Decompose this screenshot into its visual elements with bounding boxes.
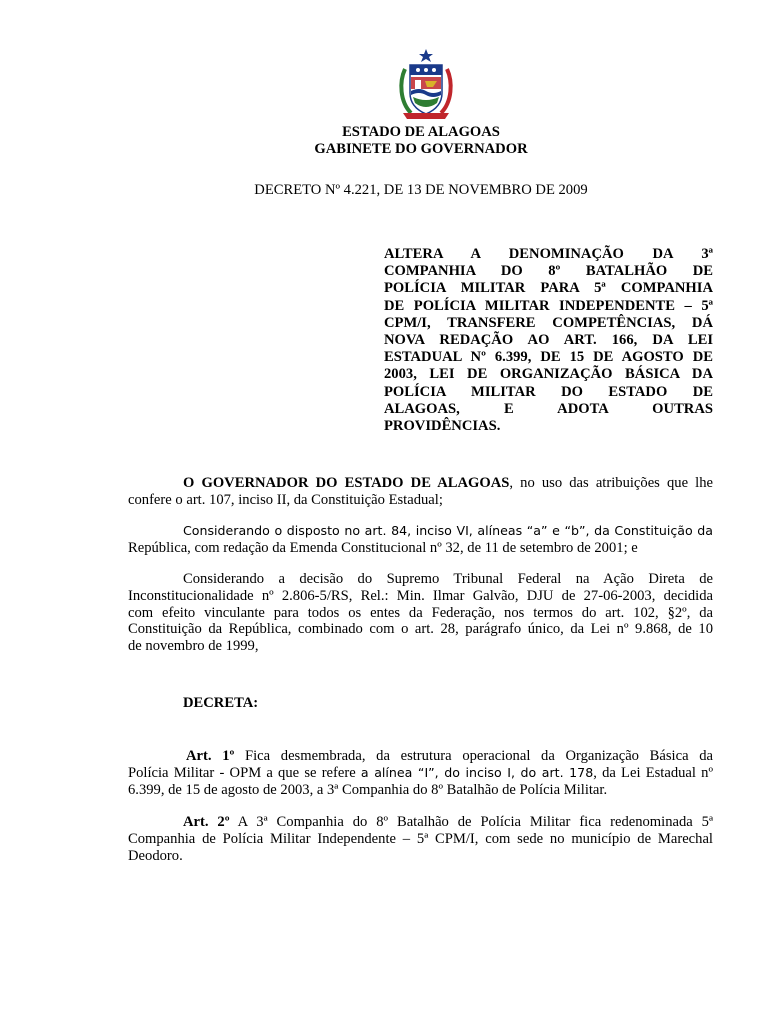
article-1 bbox=[128, 748, 713, 798]
paragraph-line: Companhia de Polícia Militar Independente – 5ª CPM/I, com sede no município de Marechal bbox=[128, 830, 713, 847]
summary-line: NOVA REDAÇÃO AO ART. 166, DA LEI bbox=[384, 332, 713, 349]
summary-line: ALAGOAS, E ADOTA OUTRAS bbox=[384, 400, 713, 417]
considering-paragraph-1 bbox=[128, 523, 713, 557]
summary-line: DE POLÍCIA MILITAR INDEPENDENTE – 5ª bbox=[384, 297, 713, 314]
summary-line: PROVIDÊNCIAS. bbox=[384, 418, 501, 435]
article-1-label: Art. 1º bbox=[186, 748, 235, 764]
summary-line: COMPANHIA DO 8º BATALHÃO DE bbox=[384, 263, 713, 280]
alagoas-coat-of-arms bbox=[397, 47, 455, 121]
paragraph-line: , da Lei Estadual nº bbox=[593, 764, 713, 781]
paragraph-line: Considerando o disposto no art. 84, inciso VI, alíneas “a” e “b”, da Constituição da bbox=[183, 523, 713, 538]
considering-paragraph-2 bbox=[128, 571, 713, 655]
paragraph-line: a alínea “I”, do inciso I, do art. 178 bbox=[360, 764, 594, 780]
paragraph-line: República, com redação da Emenda Constitucional nº 32, de 11 de setembro de 2001; e bbox=[128, 539, 638, 556]
paragraph-line: Constituição da República, combinado com o art. 28, parágrafo único, da Lei nº 9.868, de 10 bbox=[128, 621, 713, 638]
paragraph-line: Considerando a decisão do Supremo Tribunal Federal na Ação Direta de bbox=[183, 571, 713, 587]
paragraph-line: Fica desmembrada, da estrutura operacional da Organização Básica da bbox=[234, 748, 713, 764]
summary-line: ALTERA A DENOMINAÇÃO DA 3ª bbox=[384, 246, 713, 262]
paragraph-line: A 3ª Companhia do 8º Batalhão de Polícia Militar fica redenominada 5ª bbox=[229, 814, 713, 830]
header-state: ESTADO DE ALAGOAS bbox=[342, 124, 500, 140]
preamble-text: confere o art. 107, inciso II, da Constituição Estadual; bbox=[128, 491, 443, 508]
article-2-label: Art. 2º bbox=[183, 814, 230, 830]
summary-line: POLÍCIA MILITAR PARA 5ª COMPANHIA bbox=[384, 280, 713, 297]
decree-summary bbox=[384, 246, 713, 435]
summary-line: CPM/I, TRANSFERE COMPETÊNCIAS, DÁ bbox=[384, 314, 713, 331]
header-office: GABINETE DO GOVERNADOR bbox=[314, 141, 528, 157]
paragraph-line: de novembro de 1999, bbox=[128, 638, 259, 655]
summary-line: ESTADUAL Nº 6.399, DE 15 DE AGOSTO DE bbox=[384, 349, 713, 366]
preamble-text: , no uso das atribuições que lhe bbox=[509, 475, 713, 491]
article-2 bbox=[128, 814, 713, 864]
preamble-paragraph bbox=[128, 475, 713, 509]
decree-title: DECRETO Nº 4.221, DE 13 DE NOVEMBRO DE 2009 bbox=[254, 182, 588, 198]
summary-line: 2003, LEI DE ORGANIZAÇÃO BÁSICA DA bbox=[384, 366, 713, 383]
governor-title: O GOVERNADOR DO ESTADO DE ALAGOAS bbox=[183, 475, 510, 491]
paragraph-line: Inconstitucionalidade nº 2.806-5/RS, Rel.: Min. Ilmar Galvão, DJU de 27-06-2003, decidida bbox=[128, 587, 713, 604]
paragraph-line: com efeito vinculante para todos os entes da Federação, nos termos do art. 102, §2º, da bbox=[128, 604, 713, 621]
summary-line: POLÍCIA MILITAR DO ESTADO DE bbox=[384, 383, 713, 400]
paragraph-line: Polícia Militar - OPM a que se refere bbox=[128, 764, 361, 781]
paragraph-line: Deodoro. bbox=[128, 847, 183, 864]
paragraph-line: 6.399, de 15 de agosto de 2003, a 3ª Companhia do 8º Batalhão de Polícia Militar. bbox=[128, 781, 608, 798]
decreta-heading: DECRETA: bbox=[183, 695, 259, 711]
